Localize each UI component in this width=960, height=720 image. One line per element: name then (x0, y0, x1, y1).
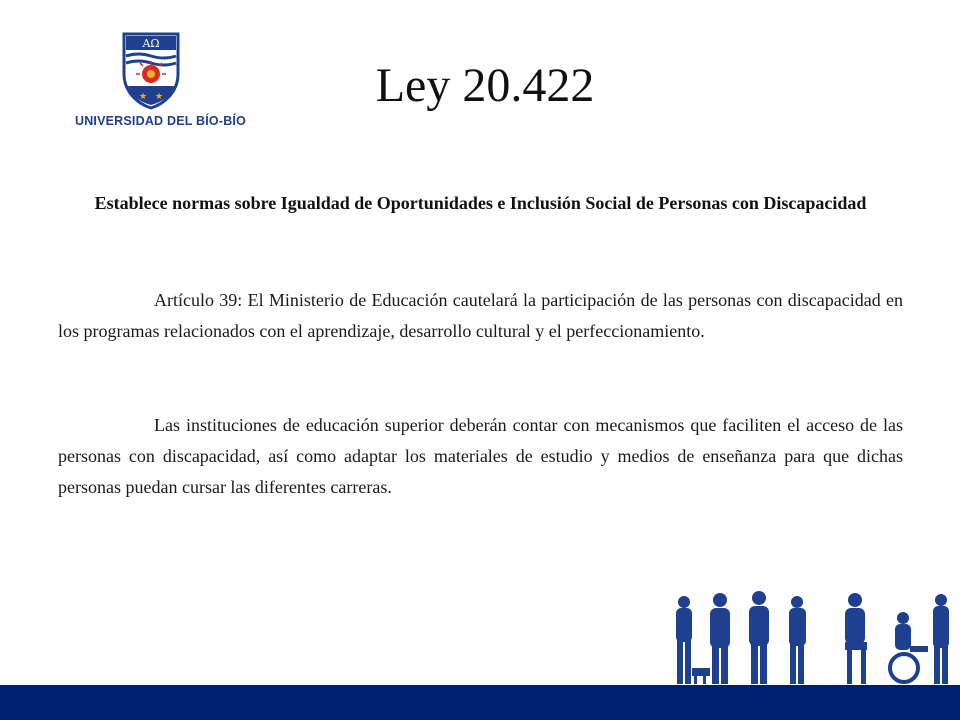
article-paragraph: Artículo 39: El Ministerio de Educación cautelará la participación de las personas con discapacidad en los programas relacionados con el aprendizaje, desarrollo cultural y el perfeccionamiento. (58, 290, 903, 341)
university-name: UNIVERSIDAD DEL BÍO-BÍO (74, 114, 247, 128)
svg-text:★: ★ (154, 92, 164, 102)
university-logo (68, 30, 253, 130)
university-crest-icon (120, 30, 182, 110)
people-silhouettes-icon (664, 588, 960, 688)
institutions-paragraph: Las instituciones de educación superior deberán contar con mecanismos que faciliten el acceso de las personas con discapacidad, así como adaptar los materiales de estudio y medios de enseñanza para que dichas personas puedan cursar las diferentes carreras. (58, 415, 903, 497)
footer-bar (0, 685, 960, 720)
slide-subtitle: Establece normas sobre Igualdad de Oportunidades e Inclusión Social de Personas con Discapacidad (94, 193, 867, 213)
svg-text:★: ★ (138, 92, 148, 102)
crest-letters: ΑΩ (142, 37, 160, 50)
slide-title: Ley 20.422 (375, 59, 595, 112)
